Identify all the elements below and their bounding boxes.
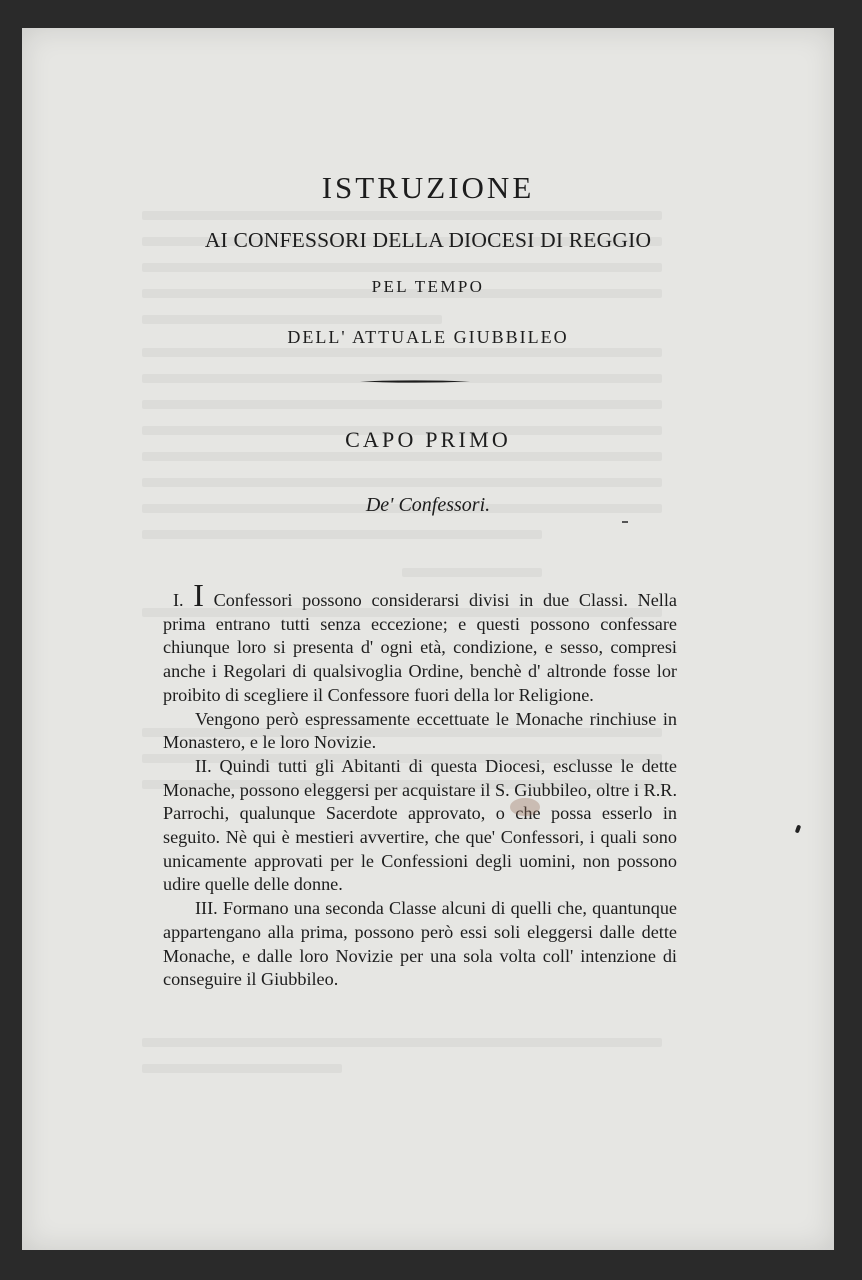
document-page [22, 28, 834, 1250]
paragraph-1 [163, 577, 677, 708]
paragraph-3: II. Quindi tutti gli Abitanti di questa Diocesi, esclusse le dette Monache, possono eleggersi per acquistare il S. Giubbileo, oltre i R.R. Parrochi, qualunque Sacerdote approvato, o che possa esserlo in seguito. Nè qui è mestieri avvertire, che que' Confessori, i quali sono unicamente approvati per le Confessioni degli uomini, non possono udire quelle delle donne. [163, 755, 677, 895]
ink-speck [622, 521, 628, 523]
subtitle-line-giubbileo: DELL' ATTUALE GIUBBILEO [287, 327, 569, 347]
paragraph-4: III. Formano una seconda Classe alcuni di quelli che, quantunque appartengano alla prima, possono però essi soli eleggersi dalle dette Monache, e dalle loro Novizie per una sola volta coll' intenzione di conseguire il Giubbileo. [163, 898, 677, 990]
ornamental-rule [360, 380, 470, 383]
paragraph-2: Vengono però espressamente eccettuate le Monache rinchiuse in Monastero, e le loro Novizie. [163, 708, 677, 753]
subtitle-line-pel-tempo: PEL TEMPO [371, 277, 485, 296]
paragraph-text: Confessori possono considerarsi divisi in due Classi. Nella prima entrano tutti senza eccezione; e questi possono confessare chiunque loro si presenta d' ogni età, condizione, e sesso, compresi anche i Regolari di qualsivoglia Ordine, benchè d' altronde fosse lor proibito di scegliere il Confessore fuori della lor Religione. [163, 590, 677, 705]
chapter-heading: CAPO PRIMO [345, 427, 511, 452]
document-title: ISTRUZIONE [321, 170, 535, 205]
paragraph-number: I. [173, 590, 194, 610]
paper-stain [510, 798, 540, 816]
section-heading: De' Confessori. [365, 494, 491, 516]
drop-cap: I [193, 577, 204, 613]
document-subtitle: AI CONFESSORI DELLA DIOCESI DI REGGIO [204, 228, 652, 252]
body-text [163, 577, 677, 992]
